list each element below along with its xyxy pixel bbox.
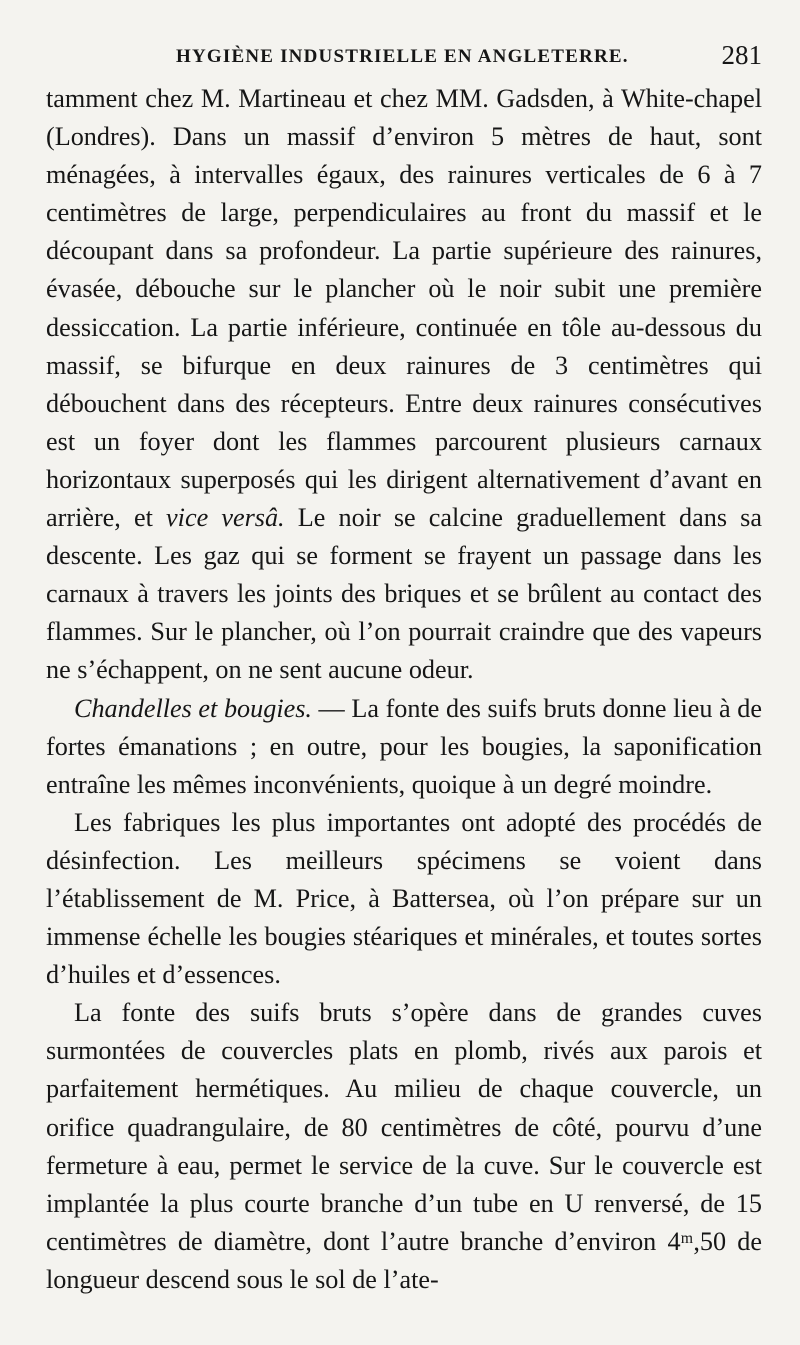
- italic-text-run: vice versâ.: [166, 503, 285, 533]
- running-head: HYGIÈNE INDUSTRIELLE EN ANGLETERRE.: [176, 46, 629, 67]
- text-run: La fonte des suifs bruts s’opère dans de grandes cuves surmontées de couvercles plats en plomb, rivés aux parois et parfaitement hermétiques. Au milieu de chaque couvercle, un orifice quadrangulaire, de 80 centimètres de côté, pourvu d’une fermeture à eau, permet le service de la cuve. Sur le couvercle est implantée la plus courte branche d’un tube en U renversé, de 15 centimètres de diamètre, dont l’autre branche d’environ 4ᵐ,50 de longueur descend sous le sol de l’ate-: [46, 998, 762, 1294]
- paragraph: [46, 804, 762, 994]
- text-run: Le noir se calcine graduellement dans sa descente. Les gaz qui se forment se frayent un passage dans les carnaux à travers les joints des briques et se brûlent au contact des flammes. Sur le plancher, où l’on pourrait craindre que des vapeurs ne s’échappent, on ne sent aucune odeur.: [46, 503, 762, 685]
- text-run: Les fabriques les plus importantes ont adopté des procédés de désinfection. Les meilleurs spécimens se voient dans l’établissement de M. Price, à Battersea, où l’on prépare sur un immense échelle les bougies stéariques et minérales, et toutes sortes d’huiles et d’essences.: [46, 807, 762, 990]
- page-number: 281: [721, 40, 762, 70]
- paragraph: [46, 994, 762, 1299]
- page-header: [46, 36, 762, 80]
- paragraph: [46, 690, 762, 804]
- section-heading-italic: Chandelles et bougies.: [74, 693, 312, 723]
- paragraph: [46, 80, 762, 690]
- text-run: — La fonte des suifs bruts donne lieu à de fortes émanations ; en outre, pour les bougies, la saponification entraîne les mêmes inconvénients, quoique à un degré moindre.: [46, 693, 762, 799]
- page-body: [46, 80, 762, 1299]
- text-run: tamment chez M. Martineau et chez MM. Gadsden, à White-chapel (Londres). Dans un massif d’environ 5 mètres de haut, sont ménagées, à intervalles égaux, des rainures verticales de 6 à 7 centimètres de large, perpendiculaires au front du massif et le découpant dans sa profondeur. La partie supérieure des rainures, évasée, débouche sur le plancher où le noir subit une première dessiccation. La partie inférieure, continuée en tôle au-dessous du massif, se bifurque en deux rainures de 3 centimètres qui débouchent dans des récepteurs. Entre deux rainures consécutives est un foyer dont les flammes parcourent plusieurs carnaux horizontaux superposés qui les dirigent alternativement d’avant en arrière, et: [46, 84, 762, 533]
